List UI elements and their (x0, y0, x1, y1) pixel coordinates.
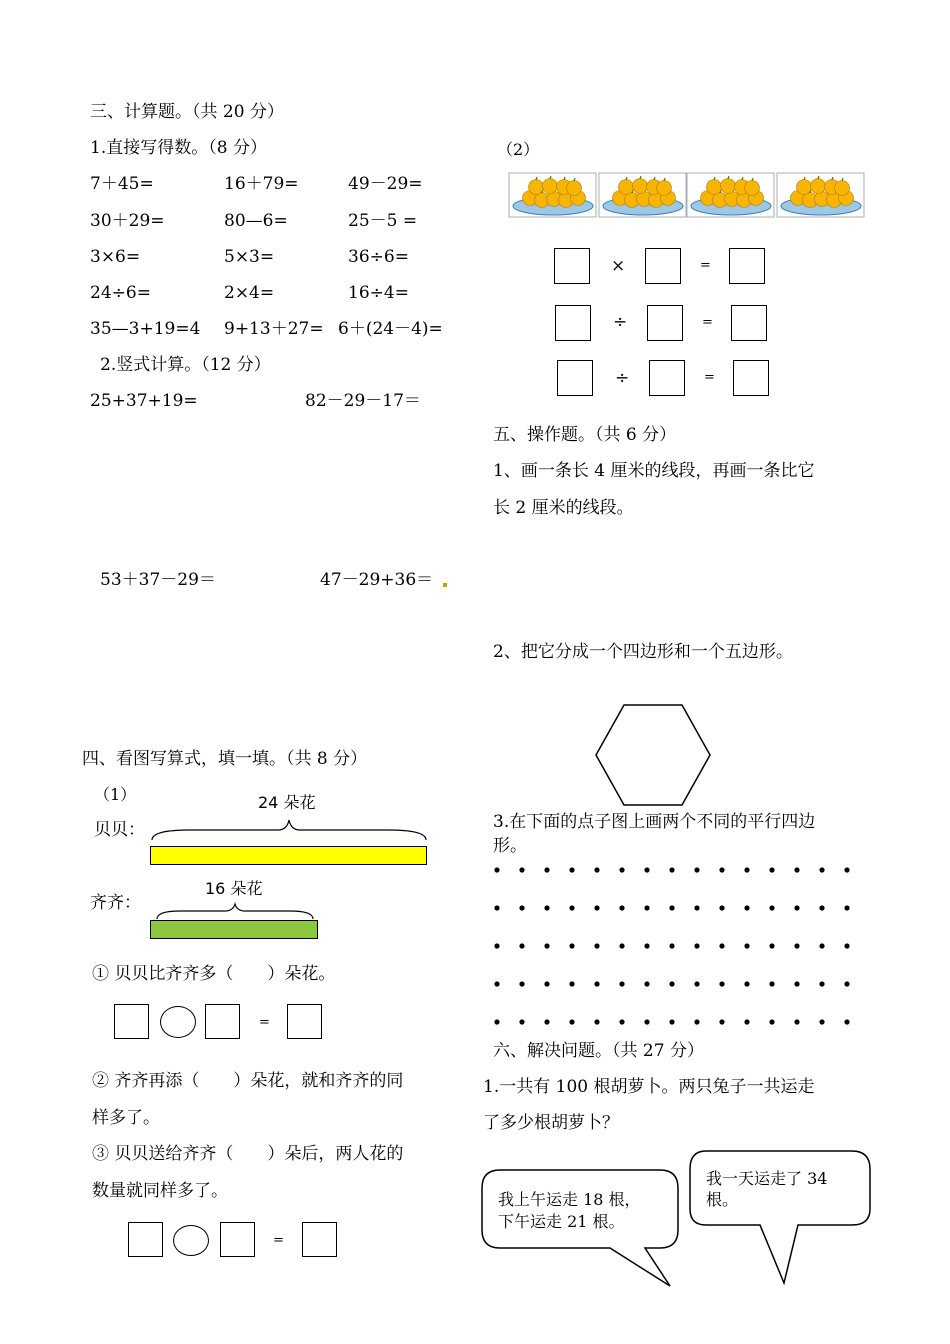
section4-q3-line2: 数量就同样多了。 (92, 1181, 228, 1201)
grid-dot[interactable] (769, 1019, 774, 1024)
grid-dot[interactable] (694, 943, 699, 948)
grid-dot[interactable] (794, 905, 799, 910)
grid-dot[interactable] (694, 1019, 699, 1024)
apple (707, 180, 722, 195)
grid-dot[interactable] (644, 1019, 649, 1024)
vertical-calc-item: 53＋37－29＝ (100, 570, 216, 590)
answer-box[interactable] (729, 248, 765, 284)
apple (811, 179, 826, 194)
apple (567, 181, 582, 196)
qiqi-label: 齐齐： (90, 893, 141, 913)
times-sign: × (611, 256, 626, 276)
apple (657, 181, 672, 196)
bubble2-line2: 根。 (706, 1190, 739, 1209)
equals-sign: = (259, 1015, 270, 1030)
grid-dot[interactable] (519, 867, 524, 872)
calc-item: 36÷6= (348, 247, 409, 267)
answer-box[interactable] (557, 360, 593, 396)
equals-sign: = (700, 258, 711, 273)
grid-dot[interactable] (494, 1019, 499, 1024)
grid-dot[interactable] (669, 1019, 674, 1024)
apple (619, 180, 634, 195)
calc-item: 16÷4= (348, 283, 409, 303)
equals-sign: = (273, 1233, 284, 1248)
apple-plate-image (598, 172, 688, 220)
grid-dot[interactable] (644, 981, 649, 986)
grid-dot[interactable] (569, 905, 574, 910)
grid-dot[interactable] (769, 943, 774, 948)
section4-q2-line2: 样多了。 (92, 1108, 160, 1128)
grid-dot[interactable] (769, 867, 774, 872)
answer-box[interactable] (554, 248, 590, 284)
grid-dot[interactable] (719, 867, 724, 872)
apple (721, 179, 736, 194)
answer-box[interactable] (287, 1004, 322, 1039)
grid-dot[interactable] (819, 981, 824, 986)
bubble1-line1: 我上午运走 18 根， (498, 1190, 641, 1209)
operator-oval[interactable] (173, 1225, 209, 1256)
vertical-calc-item: 47－29+36＝ (320, 570, 434, 590)
apple (633, 179, 648, 194)
beibei-brace (150, 818, 428, 844)
qiqi-bar (150, 920, 318, 939)
divide-sign: ÷ (613, 312, 628, 332)
grid-dot[interactable] (794, 1019, 799, 1024)
grid-dot[interactable] (669, 905, 674, 910)
grid-dot[interactable] (619, 981, 624, 986)
grid-dot[interactable] (769, 905, 774, 910)
grid-dot[interactable] (794, 943, 799, 948)
grid-dot[interactable] (494, 981, 499, 986)
grid-dot[interactable] (594, 943, 599, 948)
calc-item: 25－5 = (348, 211, 418, 231)
apple (835, 181, 850, 196)
calc-item: 2×4= (224, 283, 275, 303)
grid-dot[interactable] (819, 905, 824, 910)
grid-dot[interactable] (844, 867, 849, 872)
beibei-count: 24 朵花 (258, 793, 316, 812)
grid-dot[interactable] (844, 1019, 849, 1024)
answer-box[interactable] (128, 1222, 163, 1257)
answer-box[interactable] (731, 305, 767, 341)
grid-dot[interactable] (569, 1019, 574, 1024)
grid-dot[interactable] (744, 905, 749, 910)
grid-dot[interactable] (644, 867, 649, 872)
apple-plate-image (508, 172, 598, 220)
section6-q1-line2: 了多少根胡萝卜？ (483, 1113, 619, 1133)
grid-dot[interactable] (544, 1019, 549, 1024)
calc-item: 80—6= (224, 211, 288, 231)
section4-q3-line1: ③ 贝贝送给齐齐（ ）朵后，两人花的 (92, 1144, 404, 1164)
section5-q1-line2: 长 2 厘米的线段。 (493, 498, 634, 518)
section4-title: 四、看图写算式，填一填。（共 8 分） (82, 749, 368, 769)
grid-dot[interactable] (719, 1019, 724, 1024)
answer-box[interactable] (555, 305, 591, 341)
grid-dot[interactable] (644, 905, 649, 910)
answer-box[interactable] (647, 305, 683, 341)
grid-dot[interactable] (669, 943, 674, 948)
apple-plate-image (686, 172, 776, 220)
grid-dot[interactable] (819, 943, 824, 948)
vertical-calc-item: 82－29－17＝ (305, 391, 421, 411)
grid-dot[interactable] (744, 1019, 749, 1024)
divide-sign: ÷ (615, 368, 630, 388)
calc-item: 6＋(24－4)= (338, 319, 443, 339)
grid-dot[interactable] (494, 905, 499, 910)
grid-dot[interactable] (719, 905, 724, 910)
grid-dot[interactable] (769, 981, 774, 986)
section5-q3-line2: 形。 (493, 836, 527, 856)
grid-dot[interactable] (594, 867, 599, 872)
grid-dot[interactable] (594, 905, 599, 910)
section4-q2-line1: ② 齐齐再添（ ）朵花，就和齐齐的同 (92, 1071, 404, 1091)
calc-item: 3×6= (90, 247, 141, 267)
grid-dot[interactable] (744, 943, 749, 948)
calc-item: 16＋79= (224, 174, 299, 194)
grid-dot[interactable] (569, 867, 574, 872)
section3-q2-title: 2.竖式计算。（12 分） (100, 355, 271, 375)
answer-box[interactable] (302, 1222, 337, 1257)
calc-item: 49－29= (348, 174, 423, 194)
dot-grid[interactable] (490, 860, 860, 1030)
calc-item: 30＋29= (90, 211, 165, 231)
calc-item: 24÷6= (90, 283, 151, 303)
grid-dot[interactable] (794, 981, 799, 986)
vertical-calc-item: 25+37+19= (90, 391, 198, 411)
grid-dot[interactable] (544, 981, 549, 986)
calc-item: 9+13＋27= (224, 319, 324, 339)
grid-dot[interactable] (594, 1019, 599, 1024)
hexagon-shape (594, 703, 712, 807)
section6-q1-line1: 1.一共有 100 根胡萝卜。两只兔子一共运走 (483, 1077, 815, 1097)
bubble1-line2: 下午运走 21 根。 (498, 1212, 625, 1231)
section5-title: 五、操作题。（共 6 分） (493, 425, 677, 445)
section5-q1-line1: 1、画一条长 4 厘米的线段，再画一条比它 (493, 461, 815, 481)
apple (797, 180, 812, 195)
grid-dot[interactable] (494, 867, 499, 872)
grid-dot[interactable] (719, 981, 724, 986)
grid-dot[interactable] (694, 867, 699, 872)
part1-label: （1） (94, 785, 137, 804)
equals-sign: = (704, 370, 715, 385)
grid-dot[interactable] (669, 981, 674, 986)
grid-dot[interactable] (544, 867, 549, 872)
grid-dot[interactable] (819, 867, 824, 872)
answer-box[interactable] (733, 360, 769, 396)
grid-dot[interactable] (794, 867, 799, 872)
qiqi-brace (155, 902, 315, 922)
qiqi-count: 16 朵花 (205, 879, 263, 898)
grid-dot[interactable] (844, 943, 849, 948)
grid-dot[interactable] (619, 1019, 624, 1024)
grid-dot[interactable] (569, 981, 574, 986)
section4-q1: ① 贝贝比齐齐多（ ）朵花。 (92, 964, 336, 984)
apple (543, 179, 558, 194)
grid-dot[interactable] (744, 867, 749, 872)
grid-dot[interactable] (569, 943, 574, 948)
beibei-label: 贝贝： (94, 820, 145, 840)
apple (529, 180, 544, 195)
grid-dot[interactable] (744, 981, 749, 986)
section6-title: 六、解决问题。（共 27 分） (493, 1041, 704, 1061)
grid-dot[interactable] (844, 981, 849, 986)
grid-dot[interactable] (494, 943, 499, 948)
answer-box[interactable] (645, 248, 681, 284)
equals-sign: = (702, 315, 713, 330)
grid-dot[interactable] (519, 1019, 524, 1024)
grid-dot[interactable] (519, 943, 524, 948)
grid-dot[interactable] (694, 981, 699, 986)
grid-dot[interactable] (819, 1019, 824, 1024)
grid-dot[interactable] (644, 943, 649, 948)
grid-dot[interactable] (844, 905, 849, 910)
grid-dot[interactable] (619, 905, 624, 910)
grid-dot[interactable] (594, 981, 599, 986)
grid-dot[interactable] (544, 943, 549, 948)
calc-item: 7＋45= (90, 174, 154, 194)
answer-box[interactable] (649, 360, 685, 396)
beibei-bar (150, 846, 427, 865)
grid-dot[interactable] (719, 943, 724, 948)
calc-item: 5×3= (224, 247, 275, 267)
section3-title: 三、计算题。（共 20 分） (90, 102, 284, 122)
bubble2-line1: 我一天运走了 34 (706, 1169, 828, 1188)
apple (745, 181, 760, 196)
stray-mark (443, 583, 447, 587)
grid-dot[interactable] (544, 905, 549, 910)
grid-dot[interactable] (519, 981, 524, 986)
answer-box[interactable] (220, 1222, 255, 1257)
part2-label: （2） (497, 140, 540, 159)
grid-dot[interactable] (669, 867, 674, 872)
answer-box[interactable] (205, 1004, 240, 1039)
section3-q1-title: 1.直接写得数。（8 分） (90, 138, 267, 158)
grid-dot[interactable] (519, 905, 524, 910)
grid-dot[interactable] (619, 867, 624, 872)
grid-dot[interactable] (694, 905, 699, 910)
section5-q3-line1: 3.在下面的点子图上画两个不同的平行四边 (493, 812, 816, 832)
answer-box[interactable] (114, 1004, 149, 1039)
grid-dot[interactable] (619, 943, 624, 948)
operator-oval[interactable] (160, 1006, 196, 1038)
calc-item: 35—3+19=4 (90, 319, 201, 339)
apple-plate-image (776, 172, 866, 220)
section5-q2: 2、把它分成一个四边形和一个五边形。 (493, 642, 793, 662)
